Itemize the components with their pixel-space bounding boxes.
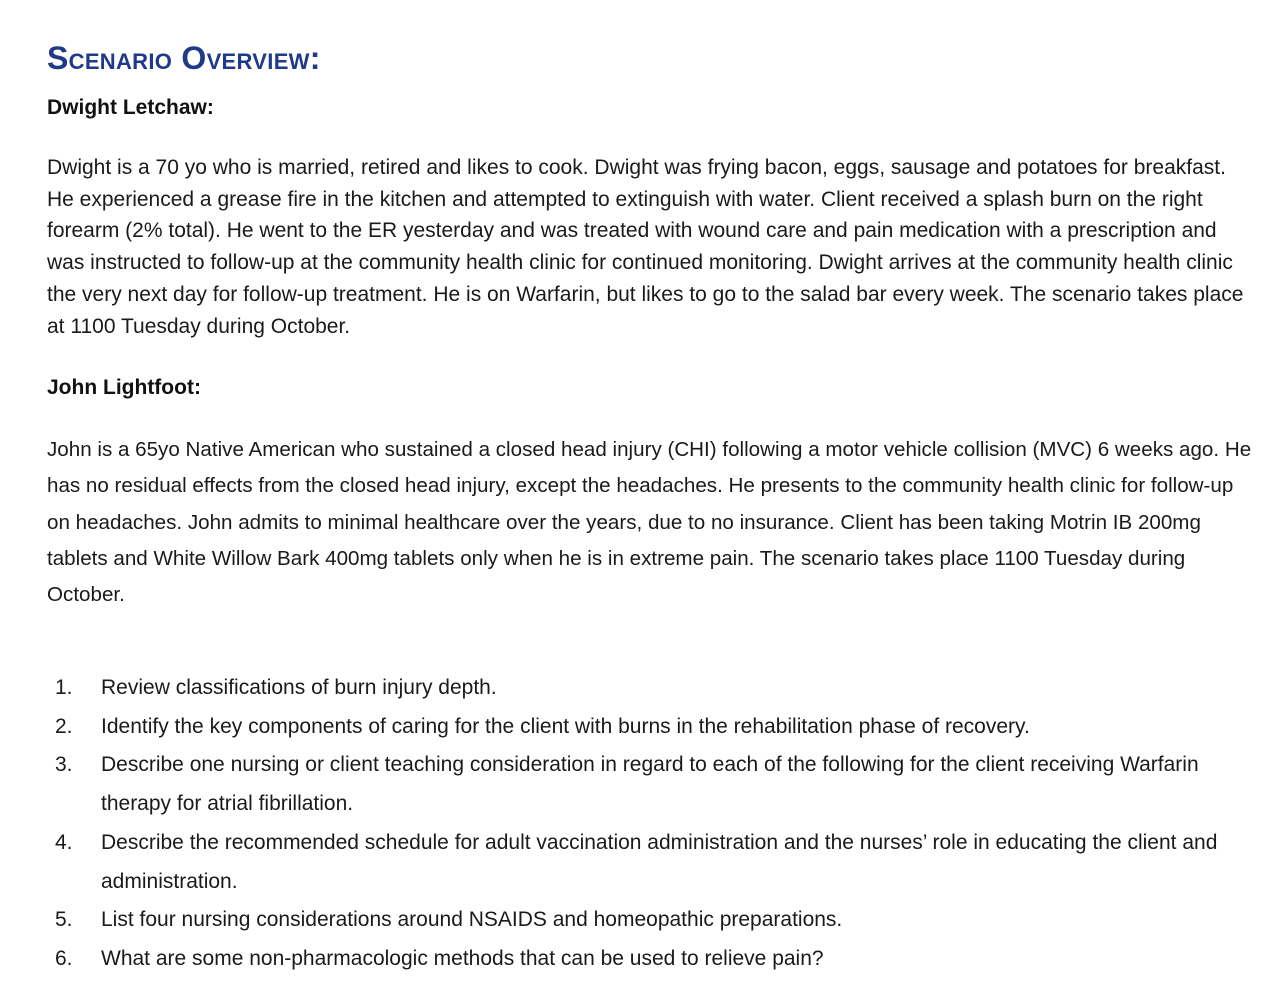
scenario-text-dwight: Dwight is a 70 yo who is married, retired and likes to cook. Dwight was frying bacon, eggs, sausage and potatoes for breakfast. He experienced a grease fire in the kitchen and attempted to extinguish with water. Client received a splash burn on the right forearm (2% total). He went to the ER yesterday and was treated with wound care and pain medication with a prescription and was instructed to follow-up at the community health clinic for continued monitoring. Dwight arrives at the community health clinic the very next day for follow-up treatment. He is on Warfarin, but likes to go to the salad bar every week. The scenario takes place at 1100 Tuesday during October. xyxy=(47,156,1244,338)
question-number: 2. xyxy=(55,714,73,738)
question-text: List four nursing considerations around NSAIDS and homeopathic preparations. xyxy=(101,908,843,932)
question-list xyxy=(47,669,1252,979)
question-item xyxy=(47,824,1252,901)
question-text: Review classifications of burn injury depth. xyxy=(101,676,497,699)
scenario-name-dwight: Dwight Letchaw: xyxy=(47,96,214,119)
question-number: 6. xyxy=(55,946,73,970)
question-item xyxy=(47,746,1252,823)
question-item xyxy=(47,669,1252,708)
question-item xyxy=(47,901,1252,940)
question-text: Describe one nursing or client teaching consideration in regard to each of the following for the client receiving Warfarin therapy for atrial fibrillation. xyxy=(101,753,1199,816)
question-text: Describe the recommended schedule for adult vaccination administration and the nurses’ role in educating the client and administration. xyxy=(101,830,1218,893)
question-number: 3. xyxy=(55,753,73,777)
scenario-text-john: John is a 65yo Native American who sustained a closed head injury (CHI) following a motor vehicle collision (MVC) 6 weeks ago. He has no residual effects from the closed head injury, except the headaches. He presents to the community health clinic for follow-up on headaches. John admits to minimal healthcare over the years, due to no insurance. Client has been taking Motrin IB 200mg tablets and White Willow Bark 400mg tablets only when he is in extreme pain. The scenario takes place 1100 Tuesday during October. xyxy=(47,438,1252,607)
question-number: 4. xyxy=(55,830,73,854)
question-item xyxy=(47,708,1252,747)
scenario-overview-heading: Scenario Overview: xyxy=(47,40,321,76)
question-text: What are some non-pharmacologic methods that can be used to relieve pain? xyxy=(101,946,824,970)
question-item xyxy=(47,940,1252,979)
question-number: 1. xyxy=(55,676,73,699)
question-number: 5. xyxy=(55,908,73,932)
question-text: Identify the key components of caring for the client with burns in the rehabilitation phase of recovery. xyxy=(101,714,1030,738)
scenario-name-john: John Lightfoot: xyxy=(47,376,201,399)
